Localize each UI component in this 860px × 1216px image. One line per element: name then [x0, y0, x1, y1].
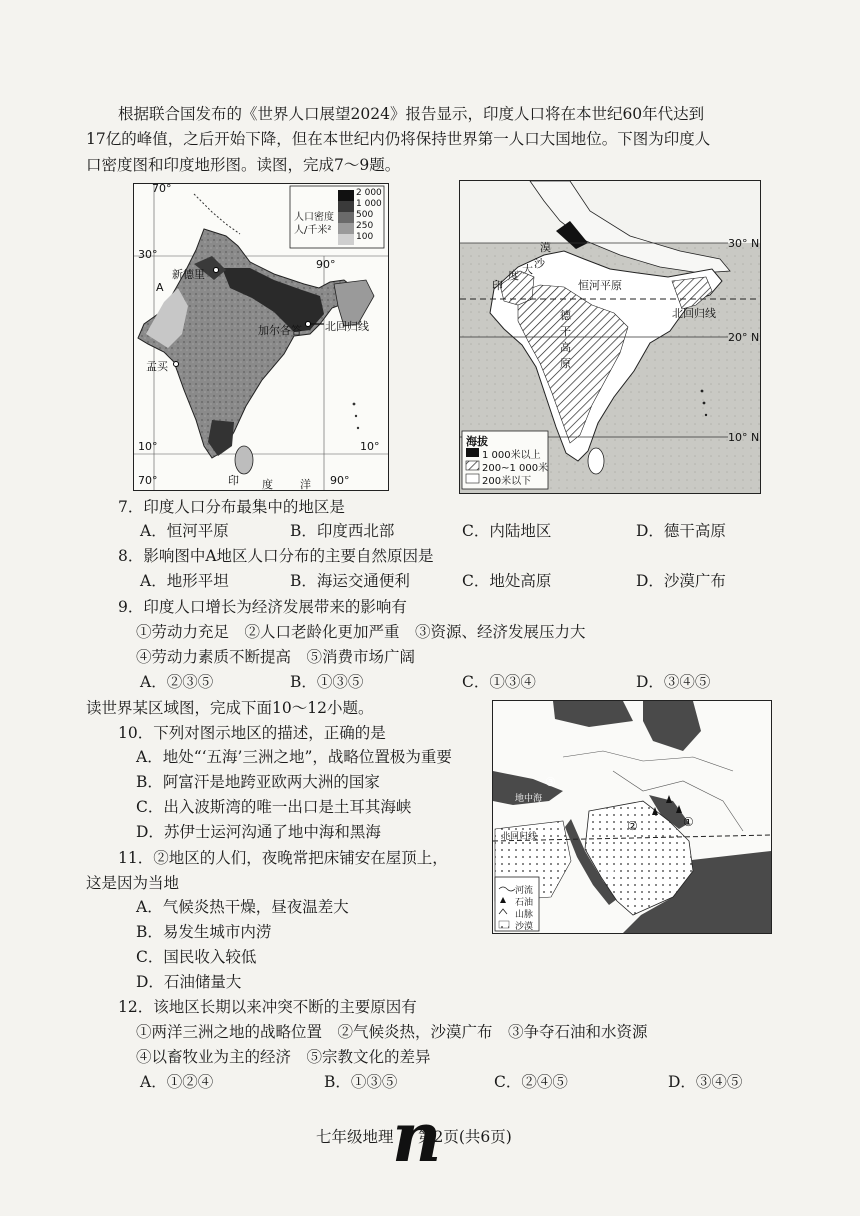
q9-option-b[interactable]: B．①③⑤ [290, 673, 364, 691]
legend-title: 人口密度 [294, 212, 334, 223]
label-10-right: 10° [360, 440, 380, 453]
q7-stem: 7．印度人口分布最集中的地区是 [118, 498, 345, 516]
q11-option-d[interactable]: D．石油储量大 [136, 973, 242, 991]
legend-unit: 人/千米² [294, 225, 332, 236]
intro-line-2: 17亿的峰值，之后开始下降，但在本世纪内仍将保持世界第一人口大国地位。下图为印度人 [86, 130, 711, 148]
label-10-left: 10° [138, 440, 158, 453]
label-ocean-1: 印 [228, 474, 239, 487]
q9-option-c[interactable]: C．①③④ [462, 673, 536, 691]
intro-line-3: 口密度图和印度地形图。读图，完成7～9题。 [86, 156, 401, 174]
q11-option-c[interactable]: C．国民收入较低 [136, 948, 257, 966]
me-legend-oil: 石油 [515, 898, 534, 908]
label-deccan-2: 干 [560, 325, 571, 338]
label-10n: 10° N [728, 431, 760, 444]
footer-subject: 七年级地理 [316, 1128, 394, 1146]
middle-east-svg [493, 701, 771, 933]
q9-items-line-2: ④劳动力素质不断提高 ⑤消费市场广阔 [136, 648, 416, 666]
q8-option-d[interactable]: D．沙漠广布 [636, 572, 726, 590]
q12-items-line-2: ④以畜牧业为主的经济 ⑤宗教文化的差异 [136, 1048, 431, 1066]
q8-option-c[interactable]: C．地处高原 [462, 572, 552, 590]
label-region-3: ③ [545, 775, 556, 789]
intro-line-1: 根据联合国发布的《世界人口展望2024》报告显示，印度人口将在本世纪60年代达到 [118, 105, 705, 123]
read-prompt-2: 读世界某区域图，完成下面10～12小题。 [86, 699, 374, 717]
me-legend-river: 河流 [515, 886, 534, 896]
border-north [194, 194, 240, 234]
label-ocean-3: 洋 [300, 478, 311, 491]
mumbai-marker [174, 362, 179, 367]
india-population-density-map [133, 183, 389, 491]
q7-option-d[interactable]: D．德干高原 [636, 522, 726, 540]
terrain-legend-2: 200~1 000米 [482, 463, 549, 474]
kolkata-marker [306, 322, 311, 327]
label-ganges: 恒河平原 [578, 279, 622, 292]
terrain-legend-title: 海拔 [466, 435, 488, 448]
q12-stem: 12．该地区长期以来冲突不断的主要原因有 [118, 998, 417, 1016]
label-deccan-3: 高 [560, 341, 571, 354]
q8-option-a[interactable]: A．地形平坦 [140, 572, 229, 590]
label-deccan-4: 原 [560, 357, 571, 370]
legend-value-5: 100 [356, 232, 374, 242]
q11-stem-line-1: 11．②地区的人们，夜晚常把床铺安在屋顶上， [118, 849, 448, 867]
label-tropic-2: 北回归线 [672, 307, 716, 320]
label-70-bottom: 70° [138, 474, 158, 487]
label-newdelhi: 新德里 [172, 268, 205, 281]
q9-option-a[interactable]: A．②③⑤ [140, 673, 214, 691]
q10-option-a[interactable]: A．地处“‘五海’三洲之地”，战略位置极为重要 [136, 748, 452, 766]
label-tropic-me: 北回归线 [501, 832, 538, 842]
q10-option-c[interactable]: C．出入波斯湾的唯一出口是土耳其海峡 [136, 798, 412, 816]
me-legend-desert: 沙漠 [515, 922, 534, 932]
label-90: 90° [316, 258, 336, 271]
q12-option-d[interactable]: D．③④⑤ [668, 1073, 743, 1091]
q11-option-a[interactable]: A．气候炎热干燥，昼夜温差大 [136, 898, 349, 916]
handwritten-n-mark: n [392, 1098, 442, 1178]
me-legend-mountain: 山脉 [515, 910, 534, 920]
label-tropic-1: 北回归线 [325, 320, 369, 333]
label-han: 漠 [540, 241, 551, 254]
label-deccan-1: 德 [560, 309, 571, 322]
label-kolkata: 加尔各答 [258, 324, 302, 337]
q11-option-b[interactable]: B．易发生城市内涝 [136, 923, 272, 941]
q10-option-b[interactable]: B．阿富汗是地跨亚欧两大洲的国家 [136, 773, 380, 791]
label-70-top: 70° [152, 183, 172, 195]
label-90-bottom: 90° [330, 474, 350, 487]
legend-value-4: 250 [356, 221, 374, 231]
q12-option-a[interactable]: A．①②④ [140, 1073, 214, 1091]
label-thar-1: 度 [508, 269, 519, 282]
q9-option-d[interactable]: D．③④⑤ [636, 673, 711, 691]
q7-option-a[interactable]: A．恒河平原 [140, 522, 229, 540]
legend-value-3: 500 [356, 210, 374, 220]
sri-lanka-terrain [588, 448, 604, 474]
label-mumbai: 孟买 [146, 360, 168, 373]
q11-stem-line-2: 这是因为当地 [86, 874, 180, 892]
label-30n: 30° N [728, 237, 760, 250]
label-thar-3: 沙 [534, 257, 545, 270]
label-region-2: ② [627, 819, 638, 833]
legend-value-2: 1 000 [356, 199, 382, 209]
legend-value-1: 2 000 [356, 188, 382, 198]
q9-items-line-1: ①劳动力充足 ②人口老龄化更加严重 ③资源、经济发展压力大 [136, 623, 586, 641]
q9-stem: 9．印度人口增长为经济发展带来的影响有 [118, 598, 407, 616]
label-ocean-2: 度 [262, 478, 273, 491]
label-A: A [156, 281, 164, 294]
q10-option-d[interactable]: D．苏伊士运河沟通了地中海和黑海 [136, 823, 381, 841]
q12-items-line-1: ①两洋三洲之地的战略位置 ②气候炎热，沙漠广布 ③争夺石油和水资源 [136, 1023, 648, 1041]
label-thar-2: 大 [522, 263, 533, 276]
sri-lanka [235, 446, 253, 474]
q7-option-b[interactable]: B．印度西北部 [290, 522, 395, 540]
label-20n: 20° N [728, 331, 760, 344]
label-30: 30° [138, 248, 158, 261]
q10-stem: 10．下列对图示地区的描述，正确的是 [118, 724, 386, 742]
label-mediterranean: 地中海 [515, 794, 543, 804]
newdelhi-marker [214, 268, 219, 273]
terrain-legend-1: 1 000米以上 [482, 450, 541, 461]
footer-page: 第2页(共6页) [418, 1128, 512, 1146]
india-terrain-map [459, 180, 761, 494]
q12-option-c[interactable]: C．②④⑤ [494, 1073, 568, 1091]
q12-option-b[interactable]: B．①③⑤ [324, 1073, 398, 1091]
q7-option-c[interactable]: C．内陆地区 [462, 522, 552, 540]
middle-east-map [492, 700, 772, 934]
q8-stem: 8．影响图中A地区人口分布的主要自然原因是 [118, 547, 434, 565]
q8-option-b[interactable]: B．海运交通便利 [290, 572, 410, 590]
label-red-sea: 红海 [601, 866, 620, 876]
terrain-legend-3: 200米以下 [482, 476, 532, 487]
label-region-1: ① [683, 815, 694, 829]
label-yin: 印 [492, 279, 503, 292]
